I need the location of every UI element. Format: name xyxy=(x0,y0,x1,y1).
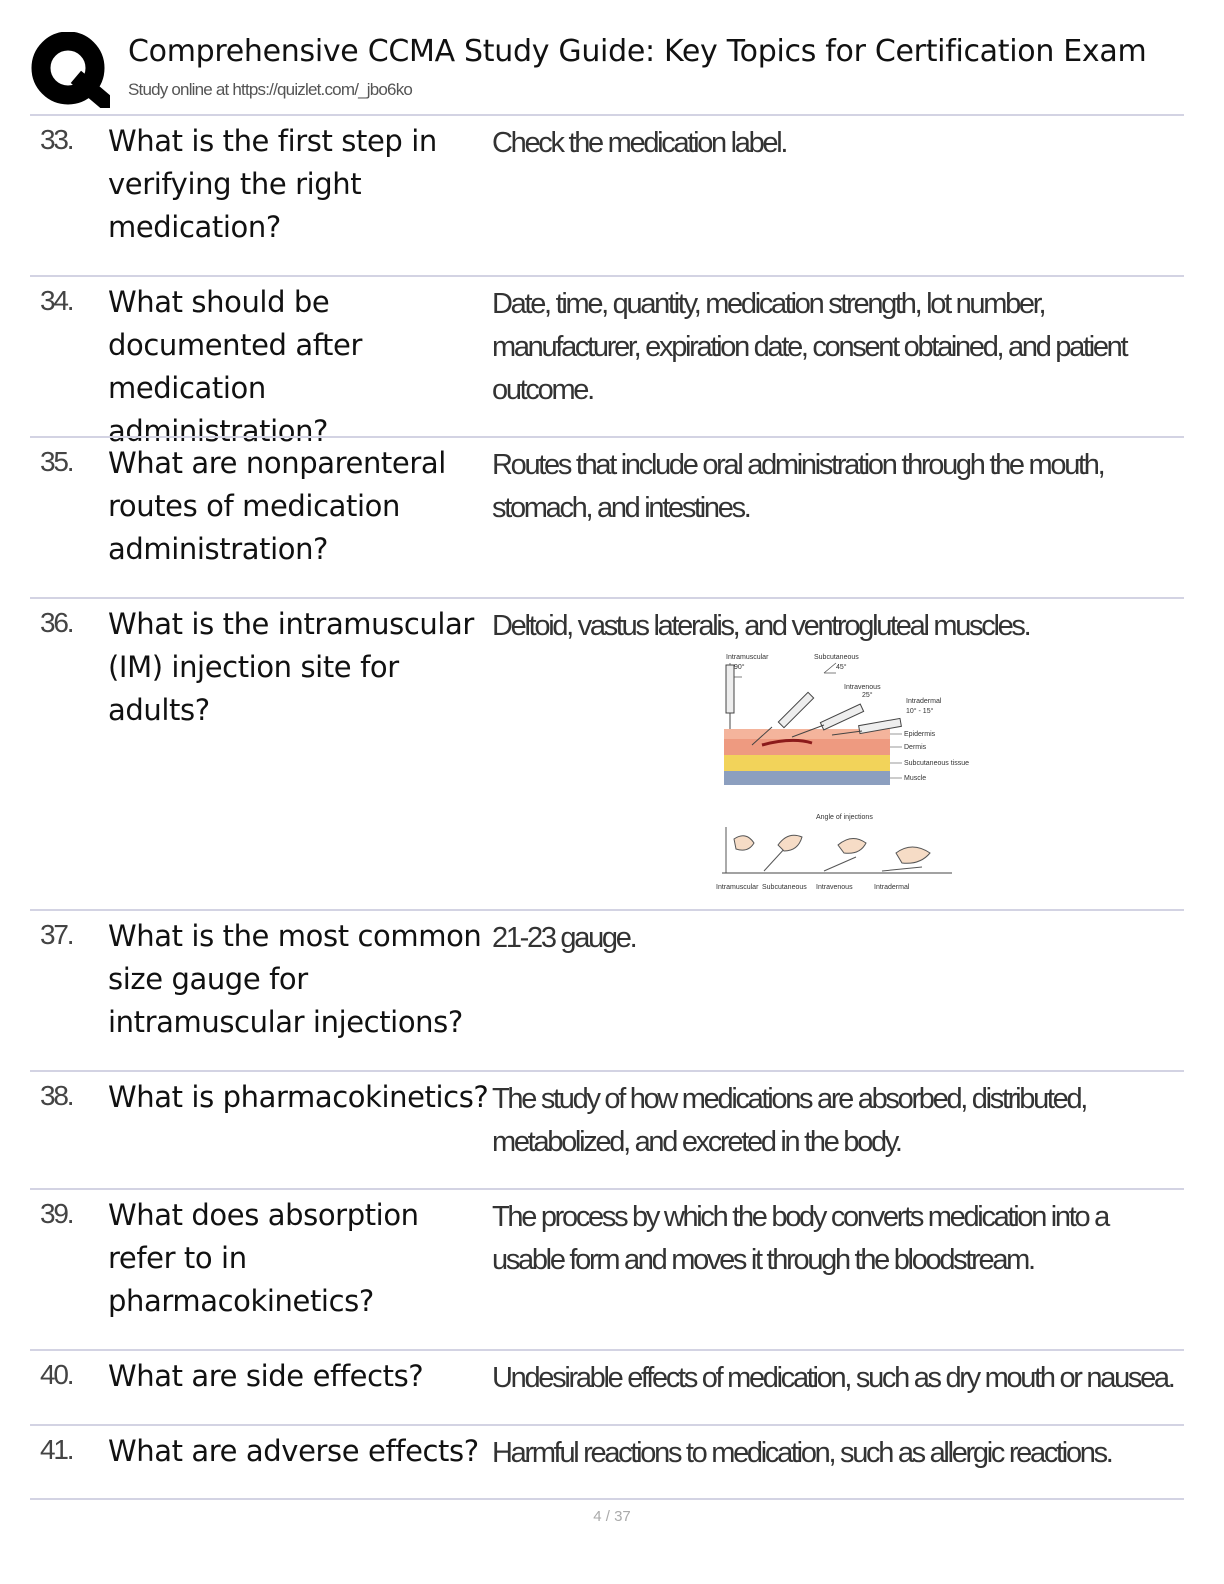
angle-90: 90° xyxy=(734,664,745,671)
card-term: What are nonparenteral routes of medication administration? xyxy=(108,446,446,566)
card-number: 33. xyxy=(40,124,73,155)
card-row xyxy=(30,1349,1184,1424)
card-row xyxy=(30,1070,1184,1188)
card-definition: Deltoid, vastus lateralis, and ventrogluteal muscles. xyxy=(492,610,1030,642)
card-term: What are adverse effects? xyxy=(108,1434,479,1468)
injection-angle-diagram xyxy=(712,649,972,897)
card-term: What is pharmacokinetics? xyxy=(108,1080,489,1114)
label-subcutaneous: Subcutaneous xyxy=(814,654,859,661)
bottom-label-intramuscular: Intramuscular xyxy=(716,884,759,891)
diagram-caption: Angle of injections xyxy=(816,814,873,821)
label-dermis: Dermis xyxy=(904,744,927,751)
bottom-label-intravenous: Intravenous xyxy=(816,884,853,891)
bottom-label-subcutaneous: Subcutaneous xyxy=(762,884,807,891)
quizlet-logo xyxy=(30,32,110,108)
label-subcutaneous-tissue: Subcutaneous tissue xyxy=(904,760,969,767)
card-row xyxy=(30,1188,1184,1349)
muscle-layer xyxy=(724,771,890,785)
angle-25: 25° xyxy=(862,692,873,699)
card-term: What are side effects? xyxy=(108,1359,424,1393)
card-definition: The study of how medications are absorbed, distributed, metabolized, and excreted in the body. xyxy=(492,1083,1087,1158)
label-intravenous: Intravenous xyxy=(844,684,881,691)
card-term: What is the first step in verifying the right medication? xyxy=(108,124,437,244)
card-term: What should be documented after medication administration? xyxy=(108,285,362,448)
card-number: 37. xyxy=(40,919,73,950)
card-definition: 21-23 gauge. xyxy=(492,922,636,954)
card-definition: Check the medication label. xyxy=(492,127,787,159)
card-number: 34. xyxy=(40,285,73,316)
card-row xyxy=(30,909,1184,1070)
angle-45: 45° xyxy=(836,664,847,671)
card-definition: Undesirable effects of medication, such as dry mouth or nausea. xyxy=(492,1362,1174,1394)
card-row xyxy=(30,597,1184,909)
card-row xyxy=(30,275,1184,448)
label-muscle: Muscle xyxy=(904,775,927,782)
page-number: 4 / 37 xyxy=(593,1508,631,1525)
card-definition: The process by which the body converts medication into a usable form and moves it through the bloodstream. xyxy=(492,1201,1108,1276)
card-number: 36. xyxy=(40,607,73,638)
bottom-label-intradermal: Intradermal xyxy=(874,884,910,891)
subcutaneous-layer xyxy=(724,755,890,771)
card-row xyxy=(30,436,1184,597)
card-number: 35. xyxy=(40,446,73,477)
label-epidermis: Epidermis xyxy=(904,731,936,738)
page-title: Comprehensive CCMA Study Guide: Key Topics for Certification Exam xyxy=(128,34,1147,69)
card-definition: Date, time, quantity, medication strength, lot number, manufacturer, expiration date, consent obtained, and patient outcome. xyxy=(492,288,1127,406)
card-number: 39. xyxy=(40,1198,73,1229)
card-definition: Harmful reactions to medication, such as allergic reactions. xyxy=(492,1437,1112,1469)
card-term: What is the intramuscular (IM) injection site for adults? xyxy=(108,607,474,727)
angle-10-15: 10° - 15° xyxy=(906,708,934,715)
label-intramuscular: Intramuscular xyxy=(726,654,769,661)
card-number: 40. xyxy=(40,1359,73,1390)
flashcard-list xyxy=(30,114,1184,1500)
card-definition: Routes that include oral administration through the mouth, stomach, and intestines. xyxy=(492,449,1104,524)
page-header xyxy=(30,28,1190,112)
card-term: What does absorption refer to in pharmacokinetics? xyxy=(108,1198,419,1318)
card-term: What is the most common size gauge for intramuscular injections? xyxy=(108,919,482,1039)
label-intradermal: Intradermal xyxy=(906,698,942,705)
card-number: 41. xyxy=(40,1434,73,1465)
card-row xyxy=(30,1424,1184,1500)
study-link[interactable]: Study online at https://quizlet.com/_jbo6ko xyxy=(128,80,413,99)
card-row xyxy=(30,114,1184,275)
card-number: 38. xyxy=(40,1080,73,1111)
